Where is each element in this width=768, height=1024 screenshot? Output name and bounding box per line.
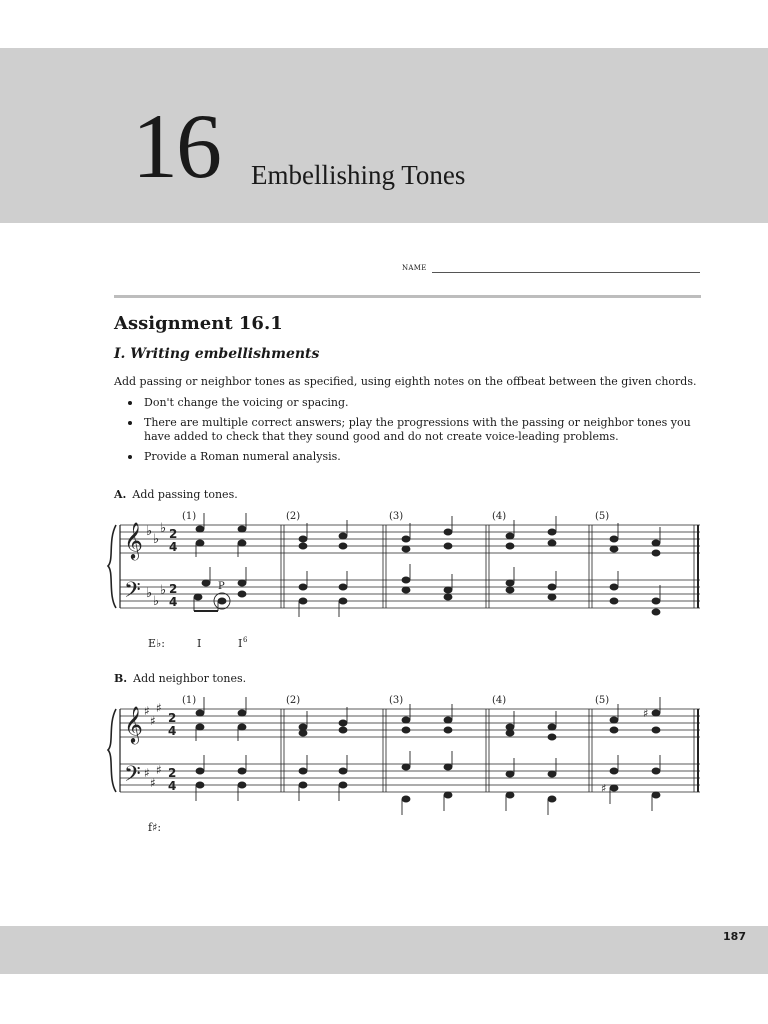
bass-clef-icon: 𝄢 — [124, 762, 141, 792]
measure-number: (1) — [182, 695, 197, 706]
svg-text:4: 4 — [168, 724, 177, 738]
grand-staff-b — [100, 689, 710, 839]
name-field-line[interactable] — [432, 272, 700, 273]
svg-text:4: 4 — [168, 779, 177, 793]
part-a-label: A. Add passing tones. — [114, 488, 238, 501]
svg-text:♭: ♭ — [160, 521, 167, 536]
instructions-text: Add passing or neighbor tones as specified, using eighth notes on the offbeat between the given chords. — [114, 375, 697, 388]
notes-b — [196, 697, 660, 815]
measure-number: (5) — [595, 511, 610, 522]
assignment-title: Assignment 16.1 — [114, 313, 283, 334]
svg-text:♭: ♭ — [146, 586, 153, 601]
svg-text:♯: ♯ — [144, 704, 150, 718]
svg-text:♯: ♯ — [601, 782, 607, 795]
svg-text:4: 4 — [169, 540, 178, 554]
bullet-icon — [128, 421, 132, 425]
notes-a — [194, 513, 660, 617]
bullet-icon — [128, 455, 132, 459]
time-signature-icon — [169, 527, 177, 609]
time-signature-icon — [168, 711, 176, 793]
measure-number: (4) — [492, 695, 507, 706]
svg-text:2: 2 — [169, 582, 178, 596]
svg-text:♯: ♯ — [156, 701, 162, 715]
key-label-a: E♭: — [148, 637, 165, 650]
footer-band — [0, 926, 768, 974]
key-signature-sharps-icon — [144, 701, 162, 790]
bullet-item: There are multiple correct answers; play the progressions with the passing or neighbor tones you have added to check that they sound good and do not create voice-leading problems. — [128, 416, 708, 444]
bass-clef-icon: 𝄢 — [124, 578, 141, 608]
measure-number: (4) — [492, 511, 507, 522]
key-label-b: f♯: — [148, 821, 162, 834]
treble-clef-icon: 𝄞 — [124, 521, 143, 559]
svg-text:2: 2 — [169, 527, 178, 541]
svg-text:♯: ♯ — [150, 776, 156, 790]
measure-number: (2) — [286, 511, 301, 522]
bullet-item: Don't change the voicing or spacing. — [128, 396, 708, 410]
measure-number: (1) — [182, 511, 197, 522]
bullet-icon — [128, 401, 132, 405]
measure-number: (3) — [389, 511, 404, 522]
measure-number: (5) — [595, 695, 610, 706]
svg-text:2: 2 — [168, 711, 177, 725]
section-title: I. Writing embellishments — [114, 346, 320, 362]
part-b-label: B. Add neighbor tones. — [114, 672, 247, 685]
roman-numeral: I — [238, 637, 243, 650]
svg-text:♯: ♯ — [150, 714, 156, 728]
svg-text:2: 2 — [168, 766, 177, 780]
treble-clef-icon: 𝄞 — [124, 705, 143, 743]
svg-text:♯: ♯ — [643, 707, 649, 720]
section-divider — [114, 295, 701, 298]
svg-text:♭: ♭ — [160, 583, 167, 598]
measure-number: (2) — [286, 695, 301, 706]
bullet-item: Provide a Roman numeral analysis. — [128, 450, 708, 464]
grand-staff-a — [100, 505, 710, 655]
chapter-number: 16 — [132, 95, 220, 197]
name-label: NAME — [402, 264, 427, 272]
key-signature-flats-icon — [146, 521, 166, 609]
top-margin — [0, 0, 768, 48]
chapter-header-band — [0, 48, 768, 223]
instruction-bullets — [128, 396, 708, 470]
svg-text:♯: ♯ — [156, 763, 162, 777]
measure-number: (3) — [389, 695, 404, 706]
accidental-sharp-icon — [601, 707, 648, 795]
roman-numeral: I — [197, 637, 202, 650]
chapter-title: Embellishing Tones — [251, 160, 466, 190]
svg-text:♭: ♭ — [146, 524, 153, 539]
svg-text:♯: ♯ — [144, 766, 150, 780]
passing-tone-mark: P — [218, 581, 225, 592]
svg-text:♭: ♭ — [153, 594, 160, 609]
svg-text:4: 4 — [169, 595, 178, 609]
page-number: 187 — [723, 930, 746, 943]
roman-numeral-figure: 6 — [243, 636, 248, 644]
svg-text:♭: ♭ — [153, 532, 160, 547]
